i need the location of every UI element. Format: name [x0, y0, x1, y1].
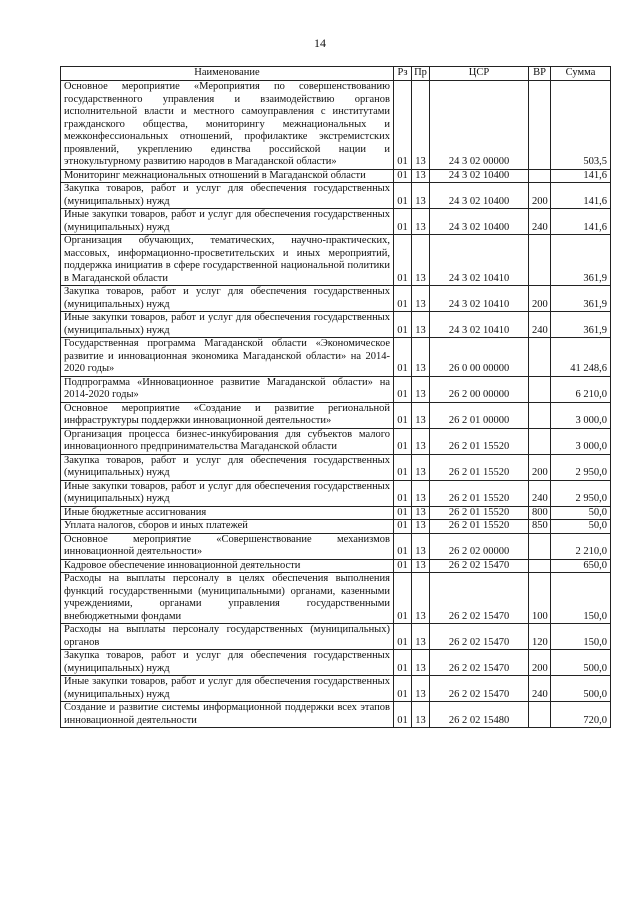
cell-rz: 01	[394, 183, 412, 209]
cell-name: Иные закупки товаров, работ и услуг для обеспечения государственных (муниципальных) нужд	[61, 209, 394, 235]
cell-vr	[529, 702, 551, 728]
cell-rz: 01	[394, 702, 412, 728]
cell-name: Кадровое обеспечение инновационной деятельности	[61, 559, 394, 573]
cell-rz: 01	[394, 480, 412, 506]
table-row	[61, 520, 611, 534]
cell-rz: 01	[394, 650, 412, 676]
cell-vr	[529, 559, 551, 573]
cell-vr	[529, 533, 551, 559]
cell-sum: 150,0	[551, 624, 611, 650]
cell-pr: 13	[412, 506, 430, 520]
cell-rz: 01	[394, 428, 412, 454]
cell-csr: 26 2 02 15470	[430, 624, 529, 650]
table-header-row	[61, 67, 611, 81]
cell-pr: 13	[412, 650, 430, 676]
cell-rz: 01	[394, 506, 412, 520]
cell-vr	[529, 376, 551, 402]
cell-name: Закупка товаров, работ и услуг для обеспечения государственных (муниципальных) нужд	[61, 183, 394, 209]
cell-rz: 01	[394, 559, 412, 573]
cell-sum: 361,9	[551, 235, 611, 286]
cell-pr: 13	[412, 559, 430, 573]
cell-csr: 26 2 02 15470	[430, 650, 529, 676]
cell-sum: 500,0	[551, 650, 611, 676]
cell-sum: 141,6	[551, 209, 611, 235]
cell-pr: 13	[412, 428, 430, 454]
cell-rz: 01	[394, 454, 412, 480]
table-row	[61, 624, 611, 650]
table-row	[61, 702, 611, 728]
table-row	[61, 169, 611, 183]
cell-csr: 26 2 01 15520	[430, 480, 529, 506]
table-row	[61, 338, 611, 377]
cell-sum: 361,9	[551, 312, 611, 338]
table-row	[61, 676, 611, 702]
cell-name: Закупка товаров, работ и услуг для обеспечения государственных (муниципальных) нужд	[61, 650, 394, 676]
cell-pr: 13	[412, 702, 430, 728]
cell-pr: 13	[412, 209, 430, 235]
cell-sum: 361,9	[551, 286, 611, 312]
cell-rz: 01	[394, 376, 412, 402]
cell-name: Расходы на выплаты персоналу в целях обеспечения выполнения функций государственными (муниципальными) органами, казенными учреждениями, органами управления государственными внебюджетными фондами	[61, 573, 394, 624]
cell-name: Основное мероприятие «Совершенствование механизмов инновационной деятельности»	[61, 533, 394, 559]
table-row	[61, 402, 611, 428]
cell-sum: 50,0	[551, 506, 611, 520]
cell-sum: 50,0	[551, 520, 611, 534]
cell-sum: 2 950,0	[551, 454, 611, 480]
cell-csr: 26 2 02 15480	[430, 702, 529, 728]
table-row	[61, 480, 611, 506]
cell-csr: 26 2 02 15470	[430, 573, 529, 624]
cell-rz: 01	[394, 209, 412, 235]
cell-csr: 24 3 02 10410	[430, 235, 529, 286]
cell-pr: 13	[412, 676, 430, 702]
table-row	[61, 454, 611, 480]
cell-csr: 26 2 00 00000	[430, 376, 529, 402]
cell-vr	[529, 428, 551, 454]
table-row	[61, 573, 611, 624]
header-rz: Рз	[394, 67, 412, 81]
cell-csr: 24 3 02 00000	[430, 81, 529, 170]
cell-csr: 26 2 01 15520	[430, 506, 529, 520]
cell-vr: 850	[529, 520, 551, 534]
table-row	[61, 209, 611, 235]
cell-sum: 500,0	[551, 676, 611, 702]
cell-csr: 26 0 00 00000	[430, 338, 529, 377]
cell-name: Закупка товаров, работ и услуг для обеспечения государственных (муниципальных) нужд	[61, 286, 394, 312]
page-number: 14	[314, 36, 326, 50]
cell-name: Мониторинг межнациональных отношений в Магаданской области	[61, 169, 394, 183]
cell-csr: 26 2 01 15520	[430, 520, 529, 534]
cell-sum: 503,5	[551, 81, 611, 170]
cell-vr: 240	[529, 676, 551, 702]
cell-rz: 01	[394, 520, 412, 534]
cell-sum: 141,6	[551, 183, 611, 209]
cell-rz: 01	[394, 81, 412, 170]
cell-sum: 2 950,0	[551, 480, 611, 506]
cell-pr: 13	[412, 169, 430, 183]
table-row	[61, 650, 611, 676]
cell-pr: 13	[412, 312, 430, 338]
cell-name: Закупка товаров, работ и услуг для обеспечения государственных (муниципальных) нужд	[61, 454, 394, 480]
cell-rz: 01	[394, 676, 412, 702]
cell-rz: 01	[394, 533, 412, 559]
cell-vr: 120	[529, 624, 551, 650]
cell-csr: 24 3 02 10410	[430, 312, 529, 338]
cell-rz: 01	[394, 169, 412, 183]
table-row	[61, 312, 611, 338]
cell-csr: 26 2 01 15520	[430, 428, 529, 454]
cell-pr: 13	[412, 533, 430, 559]
cell-vr: 240	[529, 209, 551, 235]
cell-pr: 13	[412, 402, 430, 428]
cell-name: Создание и развитие системы информационной поддержки всех этапов инновационной деятельности	[61, 702, 394, 728]
cell-name: Организация процесса бизнес-инкубирования для субъектов малого инновационного предпринимательства Магаданской области	[61, 428, 394, 454]
cell-sum: 141,6	[551, 169, 611, 183]
table-row	[61, 428, 611, 454]
cell-sum: 2 210,0	[551, 533, 611, 559]
cell-pr: 13	[412, 376, 430, 402]
header-name: Наименование	[61, 67, 394, 81]
cell-pr: 13	[412, 81, 430, 170]
cell-csr: 24 3 02 10400	[430, 169, 529, 183]
cell-pr: 13	[412, 480, 430, 506]
header-sum: Сумма	[551, 67, 611, 81]
table-row	[61, 533, 611, 559]
cell-pr: 13	[412, 235, 430, 286]
cell-vr	[529, 169, 551, 183]
cell-vr	[529, 235, 551, 286]
cell-csr: 24 3 02 10400	[430, 209, 529, 235]
table-row	[61, 183, 611, 209]
cell-vr	[529, 81, 551, 170]
cell-name: Иные закупки товаров, работ и услуг для обеспечения государственных (муниципальных) нужд	[61, 312, 394, 338]
budget-table	[60, 66, 611, 728]
cell-rz: 01	[394, 235, 412, 286]
cell-rz: 01	[394, 338, 412, 377]
cell-name: Подпрограмма «Инновационное развитие Магаданской области» на 2014-2020 годы»	[61, 376, 394, 402]
cell-name: Иные закупки товаров, работ и услуг для обеспечения государственных (муниципальных) нужд	[61, 676, 394, 702]
cell-pr: 13	[412, 454, 430, 480]
cell-name: Организация обучающих, тематических, научно-практических, массовых, информационно-просветительских и иных мероприятий, поддержка инициатив в сфере государственной национальной политики в Магаданской области	[61, 235, 394, 286]
cell-csr: 26 2 02 15470	[430, 559, 529, 573]
cell-name: Иные бюджетные ассигнования	[61, 506, 394, 520]
cell-name: Основное мероприятие «Мероприятия по совершенствованию государственного управления и взаимодействию органов исполнительной власти и местного самоуправления с институтами гражданского общества, мониторингу межнациональных и межконфессиональных отношений, профилактике экстремистских проявлений, укреплению единства российской нации и этнокультурному развитию народов в Магаданской области»	[61, 81, 394, 170]
cell-rz: 01	[394, 286, 412, 312]
cell-vr	[529, 338, 551, 377]
cell-rz: 01	[394, 402, 412, 428]
cell-name: Иные закупки товаров, работ и услуг для обеспечения государственных (муниципальных) нужд	[61, 480, 394, 506]
cell-sum: 3 000,0	[551, 428, 611, 454]
cell-sum: 3 000,0	[551, 402, 611, 428]
table-row	[61, 376, 611, 402]
cell-csr: 24 3 02 10410	[430, 286, 529, 312]
cell-csr: 24 3 02 10400	[430, 183, 529, 209]
cell-name: Расходы на выплаты персоналу государственных (муниципальных) органов	[61, 624, 394, 650]
table-row	[61, 506, 611, 520]
cell-sum: 150,0	[551, 573, 611, 624]
cell-name: Уплата налогов, сборов и иных платежей	[61, 520, 394, 534]
table-row	[61, 235, 611, 286]
table-row	[61, 559, 611, 573]
header-pr: Пр	[412, 67, 430, 81]
cell-csr: 26 2 01 15520	[430, 454, 529, 480]
cell-csr: 26 2 02 15470	[430, 676, 529, 702]
cell-csr: 26 2 01 00000	[430, 402, 529, 428]
cell-vr: 100	[529, 573, 551, 624]
cell-vr: 240	[529, 480, 551, 506]
cell-name: Основное мероприятие «Создание и развитие региональной инфраструктуры поддержки инновационной деятельности»	[61, 402, 394, 428]
cell-rz: 01	[394, 573, 412, 624]
cell-pr: 13	[412, 183, 430, 209]
cell-pr: 13	[412, 338, 430, 377]
cell-pr: 13	[412, 520, 430, 534]
cell-vr: 240	[529, 312, 551, 338]
cell-vr	[529, 402, 551, 428]
cell-vr: 200	[529, 183, 551, 209]
cell-pr: 13	[412, 286, 430, 312]
cell-rz: 01	[394, 624, 412, 650]
cell-sum: 720,0	[551, 702, 611, 728]
cell-pr: 13	[412, 624, 430, 650]
header-vr: ВР	[529, 67, 551, 81]
cell-csr: 26 2 02 00000	[430, 533, 529, 559]
cell-rz: 01	[394, 312, 412, 338]
cell-vr: 200	[529, 650, 551, 676]
cell-sum: 41 248,6	[551, 338, 611, 377]
cell-vr: 800	[529, 506, 551, 520]
cell-vr: 200	[529, 286, 551, 312]
cell-name: Государственная программа Магаданской области «Экономическое развитие и инновационная экономика Магаданской области» на 2014-2020 годы»	[61, 338, 394, 377]
table-row	[61, 81, 611, 170]
header-csr: ЦСР	[430, 67, 529, 81]
cell-sum: 650,0	[551, 559, 611, 573]
cell-vr: 200	[529, 454, 551, 480]
cell-sum: 6 210,0	[551, 376, 611, 402]
table-row	[61, 286, 611, 312]
cell-pr: 13	[412, 573, 430, 624]
